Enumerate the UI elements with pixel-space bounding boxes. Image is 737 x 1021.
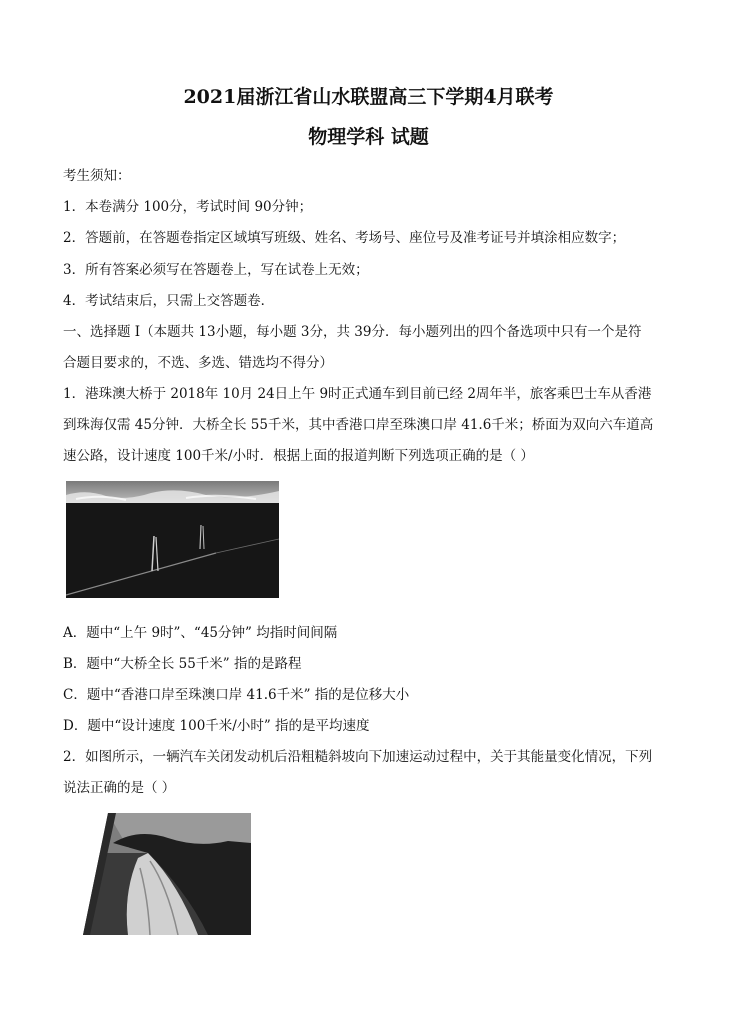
q2-stem: 2．如图所示，一辆汽车关闭发动机后沿粗糙斜坡向下加速运动过程中，关于其能量变化情况，下列 xyxy=(63,749,653,765)
bridge-photo xyxy=(66,481,279,598)
section-heading-cont: 合题目要求的，不选、多选、错选均不得分） xyxy=(63,355,333,371)
notice-item: 2．答题前，在答题卷指定区域填写班级、姓名、考场号、座位号及准考证号并填涂相应数字； xyxy=(63,230,626,246)
exam-title: 2021届浙江省山水联盟高三下学期4月联考 xyxy=(183,86,554,108)
q1-stem: 到珠海仅需 45分钟．大桥全长 55千米，其中香港口岸至珠澳口岸 41.6千米；桥面为双向六车道高 xyxy=(63,417,654,433)
exam-subtitle: 物理学科 试题 xyxy=(308,126,429,148)
q1-option-a: A．题中“上午 9时”、“45分钟” 均指时间间隔 xyxy=(63,625,338,641)
q1-stem: 速公路，设计速度 100千米/小时．根据上面的报道判断下列选项正确的是（ ） xyxy=(63,448,534,464)
q1-option-d: D．题中“设计速度 100千米/小时” 指的是平均速度 xyxy=(63,718,370,734)
q2-stem: 说法正确的是（ ） xyxy=(63,780,176,796)
section-heading: 一、选择题 I（本题共 13小题，每小题 3分，共 39分．每小题列出的四个备选项中只有一个是符 xyxy=(63,324,642,340)
q1-option-b: B．题中“大桥全长 55千米” 指的是路程 xyxy=(63,656,302,672)
notice-item: 3．所有答案必须写在答题卷上，写在试卷上无效； xyxy=(63,262,369,278)
notice-item: 1．本卷满分 100分，考试时间 90分钟； xyxy=(63,199,313,215)
q1-stem: 1．港珠澳大桥于 2018年 10月 24日上午 9时正式通车到目前已经 2周年半，旅客乘巴士车从香港 xyxy=(63,386,652,402)
q1-option-c: C．题中“香港口岸至珠澳口岸 41.6千米” 指的是位移大小 xyxy=(63,687,410,703)
slope-road-photo xyxy=(68,813,251,935)
notice-item: 4．考试结束后，只需上交答题卷． xyxy=(63,293,275,309)
notice-heading: 考生须知： xyxy=(63,168,131,184)
